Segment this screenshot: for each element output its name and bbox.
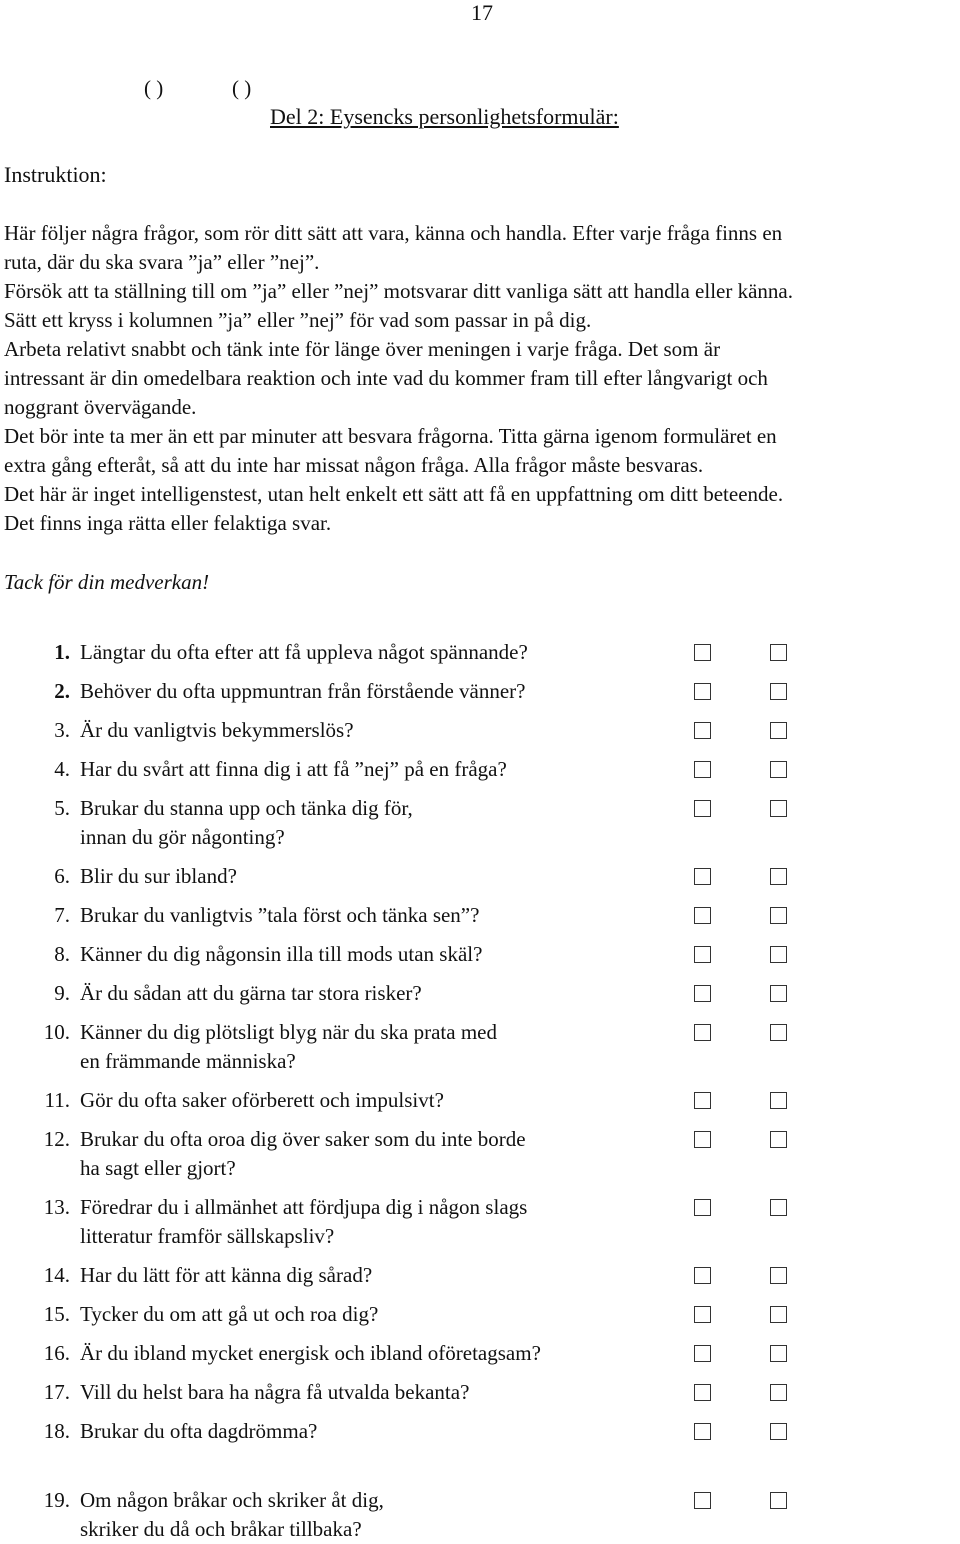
question-text-line: Är du vanligtvis bekymmerslös? [80, 718, 354, 742]
question-text [80, 677, 526, 706]
question-number: 8. [54, 942, 70, 966]
nej-checkbox[interactable] [770, 1131, 787, 1148]
question-text [80, 794, 413, 852]
question-text [80, 1486, 384, 1544]
ja-checkbox[interactable] [694, 1024, 711, 1041]
question-text-line: Känner du dig någonsin illa till mods utan skäl? [80, 942, 483, 966]
question-number: 15. [43, 1302, 70, 1326]
question-text-line: Har du svårt att finna dig i att få ”nej” på en fråga? [80, 757, 507, 781]
instruction-line: Det bör inte ta mer än ett par minuter att besvara frågorna. Titta gärna igenom formuläret en [4, 424, 777, 448]
question-number: 9. [54, 981, 70, 1005]
question-text-line: Brukar du ofta dagdrömma? [80, 1419, 318, 1443]
nej-checkbox[interactable] [770, 1267, 787, 1284]
nej-checkbox[interactable] [770, 1024, 787, 1041]
instruction-line: Det finns inga rätta eller felaktiga svar. [4, 511, 332, 535]
nej-checkbox[interactable] [770, 985, 787, 1002]
question-text [80, 940, 482, 969]
instruction-line: Sätt ett kryss i kolumnen ”ja” eller ”nej” för vad som passar in på dig. [4, 308, 592, 332]
question-text [80, 1125, 526, 1183]
question-text-line: Vill du helst bara ha några få utvalda bekanta? [80, 1380, 470, 1404]
question-text [80, 1261, 372, 1290]
question-text-line: Gör du ofta saker oförberett och impulsivt? [80, 1088, 444, 1112]
ja-checkbox[interactable] [694, 868, 711, 885]
question-text [80, 979, 422, 1008]
instruction-line: Arbeta relativt snabbt och tänk inte för länge över meningen i varje fråga. Det som är [4, 337, 721, 361]
ja-checkbox[interactable] [694, 1199, 711, 1216]
nej-checkbox[interactable] [770, 1345, 787, 1362]
ja-checkbox[interactable] [694, 985, 711, 1002]
question-number: 10. [43, 1020, 70, 1044]
ja-checkbox[interactable] [694, 1384, 711, 1401]
question-text-line: Föredrar du i allmänhet att fördjupa dig i någon slags [80, 1195, 528, 1219]
instruction-line: Försök att ta ställning till om ”ja” eller ”nej” motsvarar ditt vanliga sätt att handla eller känna. [4, 279, 793, 303]
question-number: 7. [54, 903, 70, 927]
instruction-line: noggrant övervägande. [4, 395, 197, 419]
instruction-line: ruta, där du ska svara ”ja” eller ”nej”. [4, 250, 320, 274]
instruction-line: Det här är inget intelligenstest, utan helt enkelt ett sätt att få en uppfattning om ditt beteende. [4, 482, 784, 506]
question-text-line: Tycker du om att gå ut och roa dig? [80, 1302, 379, 1326]
question-text [80, 901, 479, 930]
nej-checkbox[interactable] [770, 1384, 787, 1401]
question-text [80, 1193, 527, 1251]
question-text [80, 638, 528, 667]
question-text-line: en främmande människa? [80, 1049, 296, 1073]
nej-checkbox[interactable] [770, 868, 787, 885]
question-text-line: Brukar du stanna upp och tänka dig för, [80, 796, 413, 820]
question-number: 19. [43, 1488, 70, 1512]
ja-checkbox[interactable] [694, 683, 711, 700]
ja-checkbox[interactable] [694, 946, 711, 963]
question-text [80, 716, 354, 745]
ja-checkbox[interactable] [694, 1131, 711, 1148]
nej-checkbox[interactable] [770, 644, 787, 661]
question-number: 1. [54, 640, 70, 664]
question-number: 18. [43, 1419, 70, 1443]
question-number: 16. [43, 1341, 70, 1365]
ja-checkbox[interactable] [694, 1306, 711, 1323]
question-text [80, 1086, 444, 1115]
question-text-line: Brukar du ofta oroa dig över saker som du inte borde [80, 1127, 526, 1151]
question-text-line: litteratur framför sällskapsliv? [80, 1224, 335, 1248]
question-number: 6. [54, 864, 70, 888]
nej-checkbox[interactable] [770, 722, 787, 739]
question-text [80, 862, 237, 891]
question-text-line: Är du ibland mycket energisk och ibland oföretagsam? [80, 1341, 541, 1365]
ja-checkbox[interactable] [694, 1345, 711, 1362]
question-text [80, 1018, 497, 1076]
question-text-line: skriker du då och bråkar tillbaka? [80, 1517, 362, 1541]
ja-checkbox[interactable] [694, 1492, 711, 1509]
nej-column-marker: ( ) [232, 76, 252, 100]
ja-checkbox[interactable] [694, 644, 711, 661]
ja-checkbox[interactable] [694, 800, 711, 817]
ja-checkbox[interactable] [694, 722, 711, 739]
nej-checkbox[interactable] [770, 761, 787, 778]
page-number: 17 [471, 0, 493, 25]
ja-column-marker: ( ) [144, 76, 164, 100]
nej-checkbox[interactable] [770, 907, 787, 924]
question-text-line: Är du sådan att du gärna tar stora risker? [80, 981, 422, 1005]
instruction-line: Här följer några frågor, som rör ditt sätt att vara, känna och handla. Efter varje fråga finns en [4, 221, 783, 245]
instruction-line: extra gång efteråt, så att du inte har missat någon fråga. Alla frågor måste besvaras. [4, 453, 704, 477]
ja-checkbox[interactable] [694, 1423, 711, 1440]
ja-checkbox[interactable] [694, 1267, 711, 1284]
instruction-line: intressant är din omedelbara reaktion och inte vad du kommer fram till efter långvarigt och [4, 366, 768, 390]
question-number: 2. [54, 679, 70, 703]
question-text-line: Längtar du ofta efter att få uppleva något spännande? [80, 640, 528, 664]
question-text-line: Känner du dig plötsligt blyg när du ska prata med [80, 1020, 497, 1044]
nej-checkbox[interactable] [770, 683, 787, 700]
question-number: 11. [44, 1088, 70, 1112]
question-number: 17. [43, 1380, 70, 1404]
nej-checkbox[interactable] [770, 800, 787, 817]
question-text-line: Blir du sur ibland? [80, 864, 237, 888]
ja-checkbox[interactable] [694, 1092, 711, 1109]
ja-checkbox[interactable] [694, 907, 711, 924]
nej-checkbox[interactable] [770, 1492, 787, 1509]
question-number: 13. [43, 1195, 70, 1219]
nej-checkbox[interactable] [770, 946, 787, 963]
question-text-line: ha sagt eller gjort? [80, 1156, 236, 1180]
question-number: 12. [43, 1127, 70, 1151]
question-text [80, 1339, 541, 1368]
section-title: Del 2: Eysencks personlighetsformulär: [270, 104, 619, 129]
question-text-line: Behöver du ofta uppmuntran från förstående vänner? [80, 679, 526, 703]
nej-checkbox[interactable] [770, 1092, 787, 1109]
instructions-heading: Instruktion: [4, 162, 107, 187]
question-text [80, 755, 507, 784]
question-text [80, 1417, 317, 1446]
question-number: 5. [54, 796, 70, 820]
question-number: 3. [54, 718, 70, 742]
question-text-line: Om någon bråkar och skriker åt dig, [80, 1488, 384, 1512]
nej-checkbox[interactable] [770, 1423, 787, 1440]
instructions-body [4, 219, 956, 538]
ja-checkbox[interactable] [694, 761, 711, 778]
question-text [80, 1300, 378, 1329]
question-text-line: innan du gör någonting? [80, 825, 285, 849]
question-text-line: Brukar du vanligtvis ”tala först och tänka sen”? [80, 903, 480, 927]
question-text-line: Har du lätt för att känna dig sårad? [80, 1263, 373, 1287]
nej-checkbox[interactable] [770, 1199, 787, 1216]
question-number: 4. [54, 757, 70, 781]
nej-checkbox[interactable] [770, 1306, 787, 1323]
thanks-note: Tack för din medverkan! [4, 570, 210, 594]
question-number: 14. [43, 1263, 70, 1287]
question-text [80, 1378, 469, 1407]
